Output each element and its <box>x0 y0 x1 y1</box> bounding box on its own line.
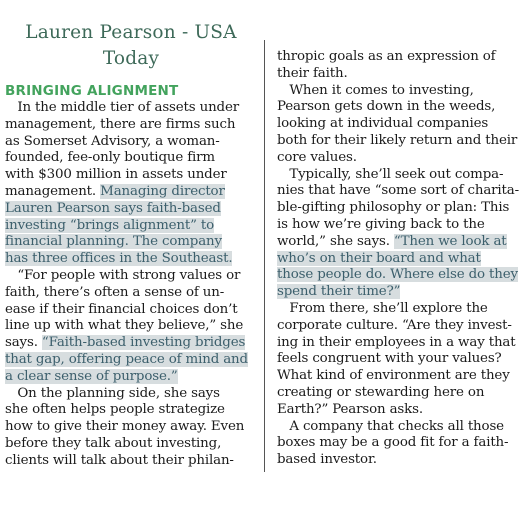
text-line <box>277 419 522 436</box>
text-line <box>5 436 255 453</box>
text-line <box>5 386 255 403</box>
body-text: both for their likely return and their <box>277 132 518 148</box>
highlighted-quote: investing “brings alignment” to <box>5 217 215 233</box>
highlighted-quote: that gap, offering peace of mind and <box>5 351 248 367</box>
text-line <box>5 369 255 386</box>
body-text: From there, she’ll explore the <box>277 300 488 316</box>
text-line <box>5 335 255 352</box>
body-text: management. <box>5 183 101 199</box>
body-text: management, there are firms such <box>5 116 236 132</box>
text-line <box>277 267 522 284</box>
highlighted-quote: “Faith-based investing bridges <box>41 335 246 351</box>
text-line <box>5 167 255 184</box>
body-text: line up with what they believe,” she <box>5 318 244 334</box>
text-line <box>277 385 522 402</box>
text-line <box>5 419 255 436</box>
text-line <box>5 234 255 251</box>
body-text: she often helps people strategize <box>5 402 225 418</box>
byline-line-2: Today <box>102 48 160 69</box>
body-text: On the planning side, she says <box>5 385 220 401</box>
left-column <box>5 100 255 470</box>
text-line <box>277 66 522 83</box>
text-line <box>277 167 522 184</box>
highlighted-quote: Managing director <box>100 183 225 199</box>
highlighted-quote: a clear sense of purpose.” <box>5 368 178 384</box>
body-text: is how we’re giving back to the <box>277 216 485 232</box>
text-line <box>5 134 255 151</box>
text-line <box>5 117 255 134</box>
highlighted-quote: Lauren Pearson says faith-based <box>5 200 221 216</box>
body-text: Pearson gets down in the weeds, <box>277 99 496 115</box>
text-line <box>277 335 522 352</box>
body-text: before they talk about investing, <box>5 435 222 451</box>
text-line <box>277 99 522 116</box>
text-line <box>277 402 522 419</box>
body-text: Typically, she’ll seek out compa- <box>277 166 504 182</box>
section-kicker: BRINGING ALIGNMENT <box>5 83 179 99</box>
body-text: What kind of environment are they <box>277 368 510 384</box>
text-line <box>277 251 522 268</box>
text-line <box>277 49 522 66</box>
body-text: corporate culture. “Are they invest- <box>277 317 512 333</box>
highlighted-quote: has three offices in the Southeast. <box>5 251 233 267</box>
text-line <box>277 116 522 133</box>
body-text: thropic goals as an expression of <box>277 49 496 64</box>
highlighted-quote: financial planning. The company <box>5 234 222 250</box>
text-line <box>277 83 522 100</box>
text-line <box>5 201 255 218</box>
body-text: creating or stewarding here on <box>277 384 485 400</box>
text-line <box>5 285 255 302</box>
right-column <box>277 49 522 469</box>
body-text: Earth?” Pearson asks. <box>277 401 423 417</box>
text-line <box>277 351 522 368</box>
article-byline <box>0 20 262 72</box>
body-text: looking at individual companies <box>277 116 489 132</box>
body-text: faith, there’s often a sense of un- <box>5 284 225 300</box>
text-line <box>277 318 522 335</box>
text-line <box>277 284 522 301</box>
body-text: their faith. <box>277 65 348 81</box>
body-text: clients will talk about their philan- <box>5 452 234 468</box>
text-line <box>5 100 255 117</box>
body-text: boxes may be a good fit for a faith- <box>277 435 509 451</box>
text-line <box>5 268 255 285</box>
body-text: with $300 million in assets under <box>5 167 227 183</box>
text-line <box>5 402 255 419</box>
body-text: When it comes to investing, <box>277 82 474 98</box>
column-divider <box>264 40 265 472</box>
text-line <box>5 453 255 470</box>
body-text: ing in their employees in a way that <box>277 334 516 350</box>
body-text: ease if their financial choices don’t <box>5 301 238 317</box>
body-text: how to give their money away. Even <box>5 419 245 435</box>
text-line <box>5 352 255 369</box>
body-text: world,” she says. <box>277 233 394 249</box>
text-line <box>277 301 522 318</box>
highlighted-quote: those people do. Where else do they <box>277 267 518 283</box>
text-line <box>277 368 522 385</box>
text-line <box>277 452 522 469</box>
text-line <box>5 302 255 319</box>
body-text: A company that checks all those <box>277 418 504 434</box>
body-text: In the middle tier of assets under <box>5 100 239 115</box>
text-line <box>277 200 522 217</box>
body-text: based investor. <box>277 452 377 468</box>
byline-line-1: Lauren Pearson - USA <box>25 22 237 43</box>
body-text: core values. <box>277 149 357 165</box>
text-line <box>5 150 255 167</box>
body-text: nies that have “some sort of charita- <box>277 183 519 199</box>
text-line <box>5 251 255 268</box>
text-line <box>277 435 522 452</box>
highlighted-quote: spend their time?” <box>277 284 401 300</box>
text-line <box>277 234 522 251</box>
text-line <box>277 217 522 234</box>
text-line <box>5 184 255 201</box>
body-text: feels congruent with your values? <box>277 351 502 367</box>
body-text: founded, fee-only boutique firm <box>5 150 215 166</box>
body-text: as Somerset Advisory, a woman- <box>5 133 220 149</box>
body-text: ble-gifting philosophy or plan: This <box>277 200 510 216</box>
body-text: says. <box>5 335 42 351</box>
text-line <box>277 183 522 200</box>
body-text: “For people with strong values or <box>5 267 241 283</box>
highlighted-quote: “Then we look at <box>393 233 507 249</box>
text-line <box>5 218 255 235</box>
text-line <box>277 133 522 150</box>
text-line <box>277 150 522 167</box>
highlighted-quote: who’s on their board and what <box>277 250 481 266</box>
text-line <box>5 318 255 335</box>
